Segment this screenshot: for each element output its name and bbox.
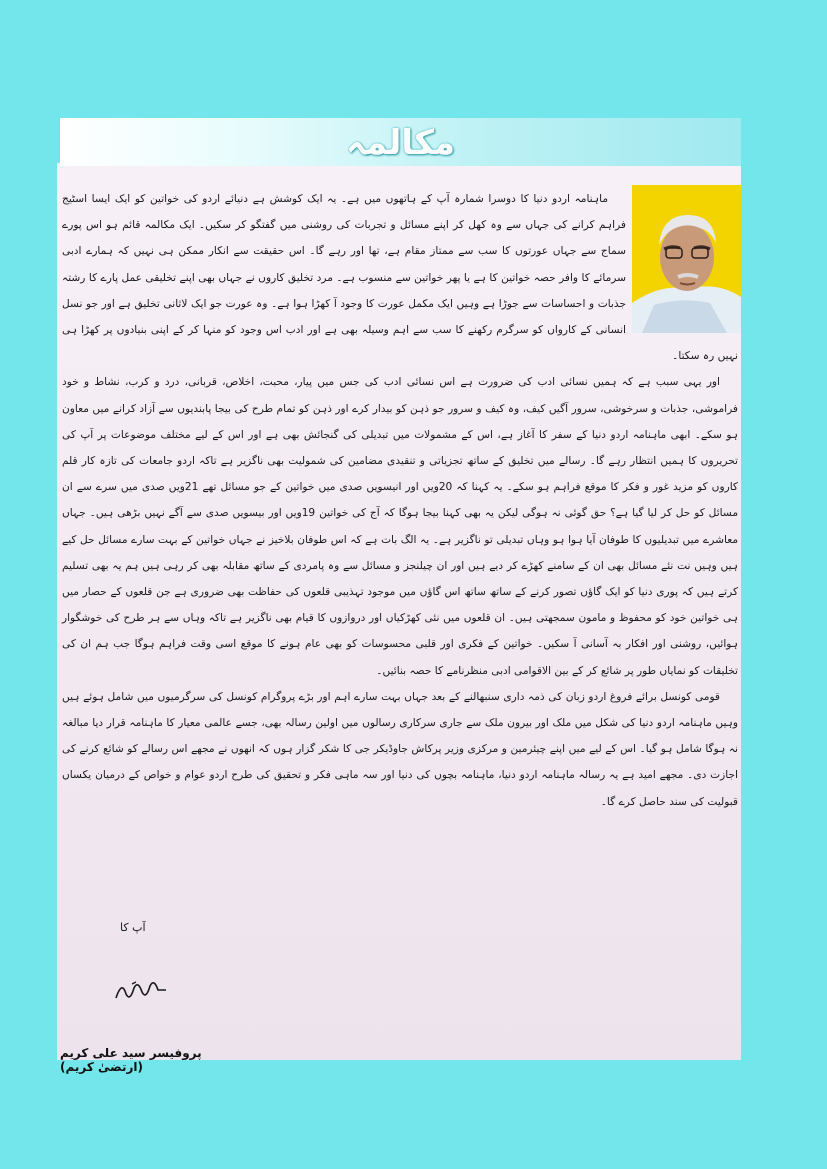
page-title: مکالمہ: [345, 122, 456, 163]
author-name: پروفیسر سید علی کریم (ارتضیٰ کریم): [60, 1046, 202, 1074]
closing-salutation: آپ کا: [120, 921, 146, 934]
editorial-body: [62, 186, 738, 815]
paragraph: اور یہی سبب ہے کہ ہمیں نسائی ادب کی ضرورت ہے اس نسائی ادب کی جس میں پیار، محبت، اخلاص، قربانی، درد و کرب، نشاط و خود فراموشی، جذبات و سرخوشی، سرور آگیں کیف، وہ کیف و سرور جو ذہن کو بیدار کرے اور ذہن کو تمام طرح کی بیجا پابندیوں سے آزاد کرانے میں معاون ہو سکے۔ ابھی ماہنامہ اردو دنیا کے سفر کا آغاز ہے، اس کے مشمولات میں تبدیلی کی گنجائش بھی ہے اور اس کے لیے مختلف موضوعات پر آپ کی تحریروں کا ہمیں انتظار رہے گا۔ رسالے میں تخلیق کے ساتھ تجزیاتی و تنقیدی مضامین کی شمولیت بھی ناگزیر ہے تاکہ اردو جامعات کی تازہ کار قلم کاروں کو مزید غور و فکر کا موقع فراہم ہو سکے۔ یہ کہنا کہ 20ویں اور انیسویں صدی میں خواتین کے جو مسائل تھے 21ویں صدی میں سرے سے ان مسائل کو حل کر لیا گیا ہے؟ حق گوئی نہ ہوگی لیکن یہ بھی کہنا بیجا ہوگا کہ آج کی خواتین 19ویں اور بیسویں صدی سے آگے نہیں بڑھی ہیں۔ جہاں معاشرے میں تبدیلیوں کا طوفان آیا ہوا ہو وہاں تبدیلی تو ناگزیر ہے۔ یہ الگ بات ہے کہ اس طوفان بلاخیز نے جہاں خواتین کے بہت سارے مسائل حل کیے ہیں وہیں نت نئے مسائل بھی ان کے سامنے کھڑے کر دیے ہیں اور ان چیلنجز و مسائل سے وہ پامردی کے ساتھ مقابلہ بھی کر رہی ہیں ہم یہ بھی تسلیم کرتے ہیں کہ پوری دنیا کو ایک گاؤں تصور کرنے کے ساتھ ساتھ اس گاؤں میں موجود تہذیبی قلعوں کی حفاظت بھی ضروری ہے جن قلعوں کے حصار میں ہی خواتین خود کو محفوظ و مامون سمجھتی ہیں۔ ان قلعوں میں نئی کھڑکیاں اور دروازوں کا قیام بھی ناگزیر ہے تاکہ وہاں سے ہر طرح کی خوشگوار ہوائیں، روشنی اور افکار بہ آسانی آ سکیں۔ خواتین کے فکری اور قلبی محسوسات کو بھی عام ہونے کا موقع اسی وقت فراہم ہوگا جب ہم ان کی تخلیقات کو نمایاں طور پر شائع کر کے بین الاقوامی ادبی منظرنامے کا حصہ بنائیں۔: [62, 376, 738, 677]
title-banner: [60, 118, 741, 166]
paragraph: ماہنامہ اردو دنیا کا دوسرا شمارہ آپ کے ہاتھوں میں ہے۔ یہ ایک کوشش ہے دنیائے اردو کی خواتین کو ایک ایسا اسٹیج فراہم کرانے کی جہاں سے وہ کھل کر اپنے مسائل و تجربات کی روشنی میں گفتگو کر سکیں۔ ایک مکالمہ قائم ہو اس پورے سماج سے جہاں عورتوں کا سب سے ممتاز مقام ہے، تھا اور رہے گا۔ اس حقیقت سے انکار ممکن ہی نہیں کہ ہمارے ادبی سرمائے کا وافر حصہ خواتین کا ہے یا پھر خواتین سے منسوب ہے۔ مرد تخلیق کاروں نے جہاں بھی اپنے تخلیقی عمل پارے کا رشتہ جذبات و احساسات سے جوڑا ہے وہیں ایک مکمل عورت کا وجود آ کھڑا ہوا ہے۔ وہ عورت جو ایک لاثانی تخلیق ہے اور جو نسل انسانی کے کارواں کو سرگرم رکھنے کا سب سے اہم وسیلہ بھی ہے اور ادب اس وجود کو منہا کر کے اپنی بنیادوں پر کھڑا ہی نہیں رہ سکتا۔: [62, 193, 738, 363]
paragraph: قومی کونسل برائے فروغ اردو زبان کی ذمہ داری سنبھالنے کے بعد جہاں بہت سارے اہم اور بڑے پروگرام کونسل کی سرگرمیوں میں شامل ہوئے ہیں وہیں ماہنامہ اردو دنیا کی شکل میں ملک اور بیرون ملک سے جاری سرکاری رسالوں میں اولین رسالہ بھی، جسے عالمی معیار کا ماہنامہ قرار دیا مبالغہ نہ ہوگا شامل ہو گیا۔ اس کے لیے میں اپنے چیئرمین و مرکزی وزیر پرکاش جاوڈیکر جی کا شکر گزار ہوں کہ انھوں نے مجھے اس رسالے کو شائع کرنے کی اجازت دی۔ مجھے امید ہے یہ رسالہ ماہنامہ اردو دنیا، ماہنامہ بچوں کی دنیا اور سہ ماہی فکر و تحقیق کی طرح اردو عوام و خواص کے درمیان یکساں قبولیت کی سند حاصل کرے گا۔: [62, 690, 738, 808]
photo-wrap-spacer: [626, 186, 738, 338]
author-signature: [112, 976, 172, 1004]
